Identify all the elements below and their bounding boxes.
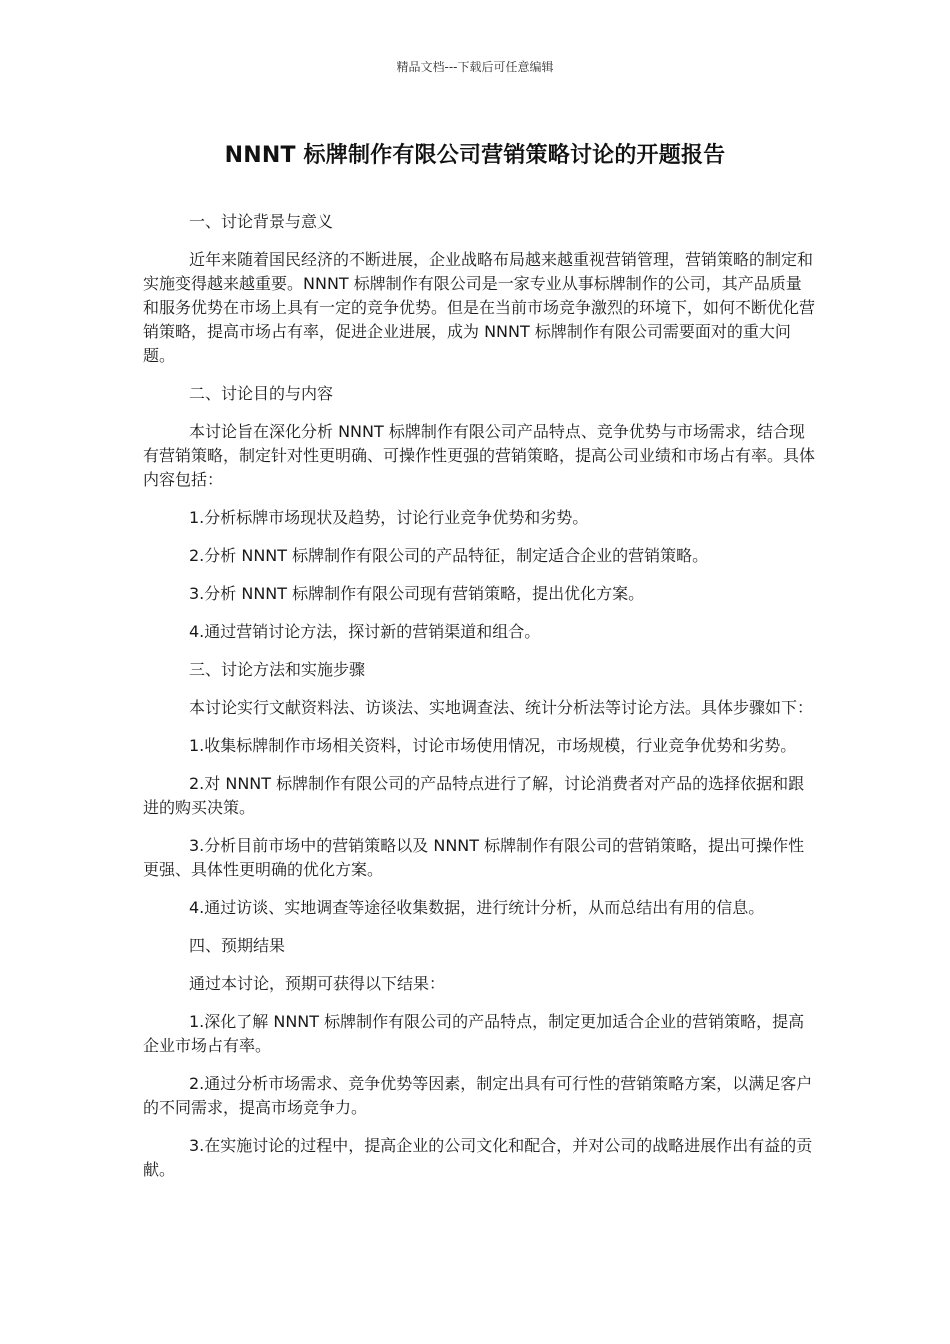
document-title: NNNT 标牌制作有限公司营销策略讨论的开题报告 bbox=[224, 143, 726, 168]
section-heading: 四、预期结果 bbox=[189, 936, 286, 955]
list-item: 2.分析 NNNT 标牌制作有限公司的产品特征，制定适合企业的营销策略。 bbox=[189, 546, 709, 565]
list-item: 3.分析目前市场中的营销策略以及 NNNT 标牌制作有限公司的营销策略，提出可操作性更强、具体性更明确的优化方案。 bbox=[143, 836, 805, 879]
list-item: 4.通过访谈、实地调查等途径收集数据，进行统计分析，从而总结出有用的信息。 bbox=[189, 898, 765, 917]
list-item: 3.在实施讨论的过程中，提高企业的公司文化和配合，并对公司的战略进展作出有益的贡献。 bbox=[143, 1136, 813, 1179]
paragraph: 通过本讨论，预期可获得以下结果： bbox=[189, 974, 446, 993]
paragraph: 本讨论实行文献资料法、访谈法、实地调查法、统计分析法等讨论方法。具体步骤如下： bbox=[189, 698, 814, 717]
list-item: 2.通过分析市场需求、竞争优势等因素，制定出具有可行性的营销策略方案，以满足客户的不同需求，提高市场竞争力。 bbox=[143, 1074, 813, 1117]
section-heading: 一、讨论背景与意义 bbox=[189, 212, 334, 231]
document-body bbox=[143, 210, 815, 1196]
page-header: 精品文档---下载后可任意编辑 bbox=[396, 60, 554, 74]
section-heading: 二、讨论目的与内容 bbox=[189, 384, 334, 403]
list-item: 2.对 NNNT 标牌制作有限公司的产品特点进行了解，讨论消费者对产品的选择依据和跟进的购买决策。 bbox=[143, 774, 805, 817]
list-item: 1.收集标牌制作市场相关资料，讨论市场使用情况，市场规模，行业竞争优势和劣势。 bbox=[189, 736, 797, 755]
list-item: 4.通过营销讨论方法，探讨新的营销渠道和组合。 bbox=[189, 622, 541, 641]
list-item: 1.分析标牌市场现状及趋势，讨论行业竞争优势和劣势。 bbox=[189, 508, 589, 527]
paragraph: 近年来随着国民经济的不断进展，企业战略布局越来越重视营销管理，营销策略的制定和实施变得越来越重要。NNNT 标牌制作有限公司是一家专业从事标牌制作的公司，其产品质量和服务优势在市场上具有一定的竞争优势。但是在当前市场竞争激烈的环境下，如何不断优化营销策略，提高市场占有率，促进企业进展，成为 NNNT 标牌制作有限公司需要面对的重大问题。 bbox=[143, 250, 816, 365]
section-heading: 三、讨论方法和实施步骤 bbox=[189, 660, 366, 679]
paragraph: 本讨论旨在深化分析 NNNT 标牌制作有限公司产品特点、竞争优势与市场需求，结合现有营销策略，制定针对性更明确、可操作性更强的营销策略，提高公司业绩和市场占有率。具体内容包括： bbox=[143, 422, 816, 489]
list-item: 3.分析 NNNT 标牌制作有限公司现有营销策略，提出优化方案。 bbox=[189, 584, 645, 603]
list-item: 1.深化了解 NNNT 标牌制作有限公司的产品特点，制定更加适合企业的营销策略，提高企业市场占有率。 bbox=[143, 1012, 805, 1055]
